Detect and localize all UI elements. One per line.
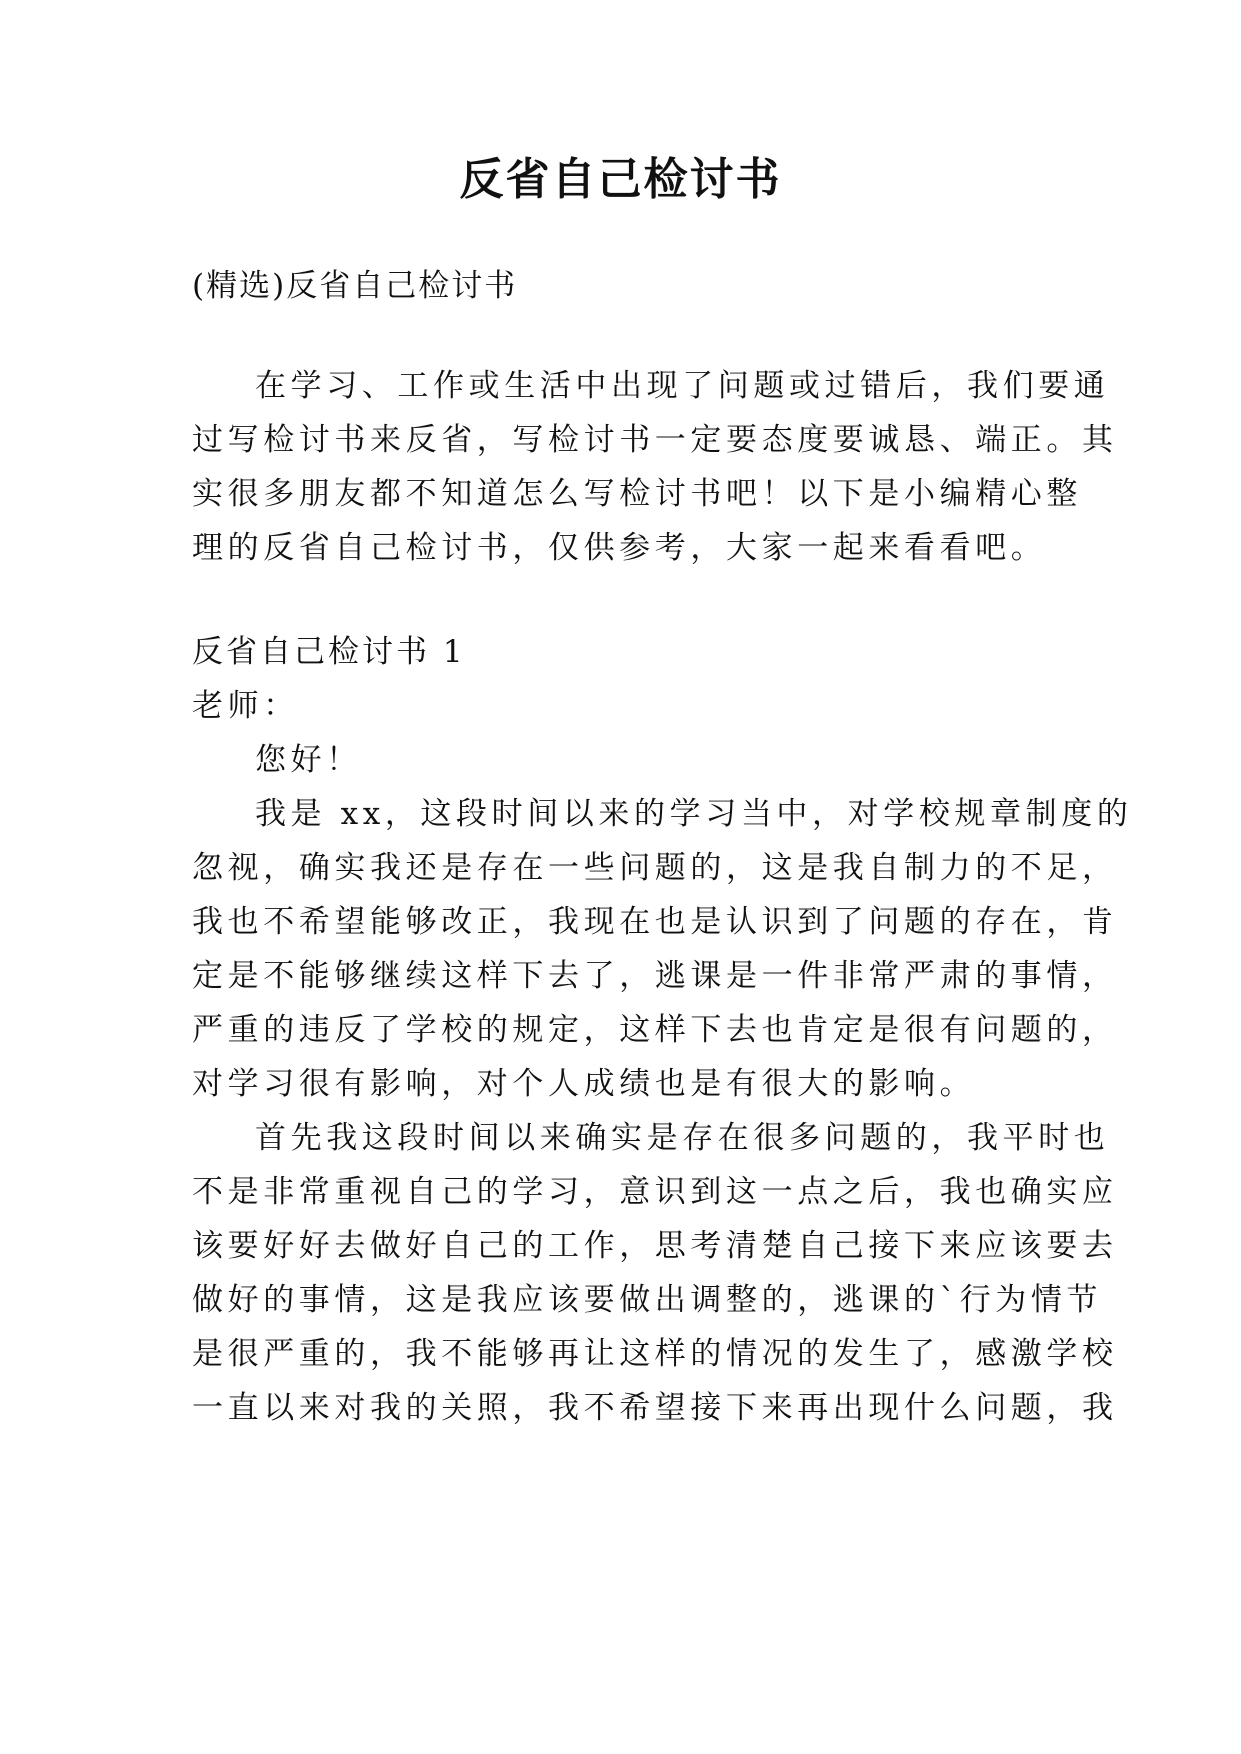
intro-line: 理的反省自己检讨书，仅供参考，大家一起来看看吧。 (192, 530, 1047, 566)
salutation: 老师： (192, 688, 299, 724)
body-line: 我是 xx，这段时间以来的学习当中，对学校规章制度的 (255, 796, 1133, 832)
body-line: 严重的违反了学校的规定，这样下去也肯定是很有问题的， (192, 1012, 1118, 1048)
body-line: 对学习很有影响，对个人成绩也是有很大的影响。 (192, 1066, 976, 1102)
intro-line: 实很多朋友都不知道怎么写检讨书吧！以下是小编精心整 (192, 476, 1082, 512)
body-line: 做好的事情，这是我应该要做出调整的，逃课的`行为情节 (192, 1282, 1103, 1318)
section-heading: 反省自己检讨书 1 (192, 634, 466, 670)
body-line: 首先我这段时间以来确实是存在很多问题的，我平时也 (255, 1120, 1110, 1156)
body-line: 忽视，确实我还是存在一些问题的，这是我自制力的不足， (192, 850, 1118, 886)
intro-line: 过写检讨书来反省，写检讨书一定要态度要诚恳、端正。其 (192, 422, 1118, 458)
document-title: 反省自己检讨书 (459, 154, 782, 205)
body-line: 是很严重的，我不能够再让这样的情况的发生了，感激学校 (192, 1336, 1118, 1372)
body-line: 不是非常重视自己的学习，意识到这一点之后，我也确实应 (192, 1174, 1118, 1210)
document-subtitle: (精选)反省自己检讨书 (192, 268, 518, 304)
body-line: 定是不能够继续这样下去了，逃课是一件非常严肃的事情， (192, 958, 1118, 994)
body-line: 该要好好去做好自己的工作，思考清楚自己接下来应该要去 (192, 1228, 1118, 1264)
greeting: 您好！ (255, 742, 362, 778)
body-line: 我也不希望能够改正，我现在也是认识到了问题的存在，肯 (192, 904, 1118, 940)
intro-line: 在学习、工作或生活中出现了问题或过错后，我们要通 (255, 368, 1110, 404)
body-line: 一直以来对我的关照，我不希望接下来再出现什么问题，我 (192, 1390, 1118, 1426)
